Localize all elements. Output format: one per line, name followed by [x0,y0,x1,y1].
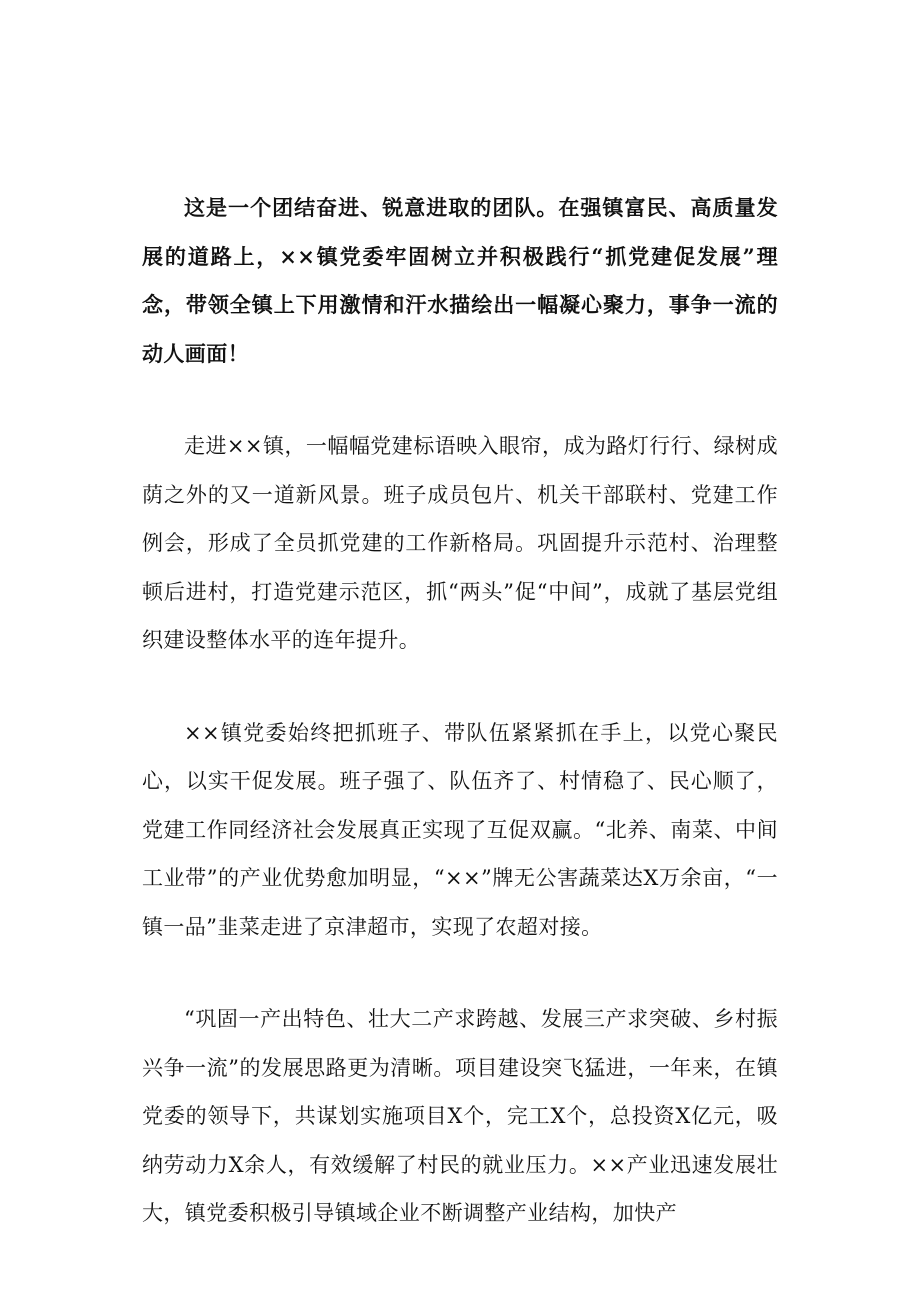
paragraph-industry-projects: “巩固一产出特色、壮大二产求跨越、发展三产求突破、乡村振兴争一流”的发展思路更为清晰。项目建设突飞猛进，一年来，在镇党委的领导下，共谋划实施项目X个，完工X个，总投资X亿元，吸纳劳动力X余人，有效缓解了村民的就业压力。××产业迅速发展壮大，镇党委积极引导镇域企业不断调整产业结构，加快产 [142,1007,778,1225]
paragraph-party-building: 走进××镇，一幅幅党建标语映入眼帘，成为路灯行行、绿树成荫之外的又一道新风景。班子成员包片、机关干部联村、党建工作例会，形成了全员抓党建的工作新格局。巩固提升示范村、治理整顿后进村，打造党建示范区，抓“两头”促“中间”，成就了基层党组织建设整体水平的连年提升。 [142,434,778,652]
paragraph-team-development: ××镇党委始终把抓班子、带队伍紧紧抓在手上，以党心聚民心，以实干促发展。班子强了、队伍齐了、村情稳了、民心顺了，党建工作同经济社会发展真正实现了互促双赢。“北养、南菜、中间工业带”的产业优势愈加明显，“××”牌无公害蔬菜达X万余亩，“一镇一品”韭菜走进了京津超市，实现了农超对接。 [142,720,778,939]
paragraph-gap [142,665,778,709]
document-body [142,184,778,1238]
paragraph-gap [142,378,778,422]
paragraph-intro: 这是一个团结奋进、锐意进取的团队。在强镇富民、高质量发展的道路上，××镇党委牢固树立并积极践行“抓党建促发展”理念，带领全镇上下用激情和汗水描绘出一幅凝心聚力，事争一流的动人画面！ [142,195,778,366]
paragraph-gap [142,951,778,995]
